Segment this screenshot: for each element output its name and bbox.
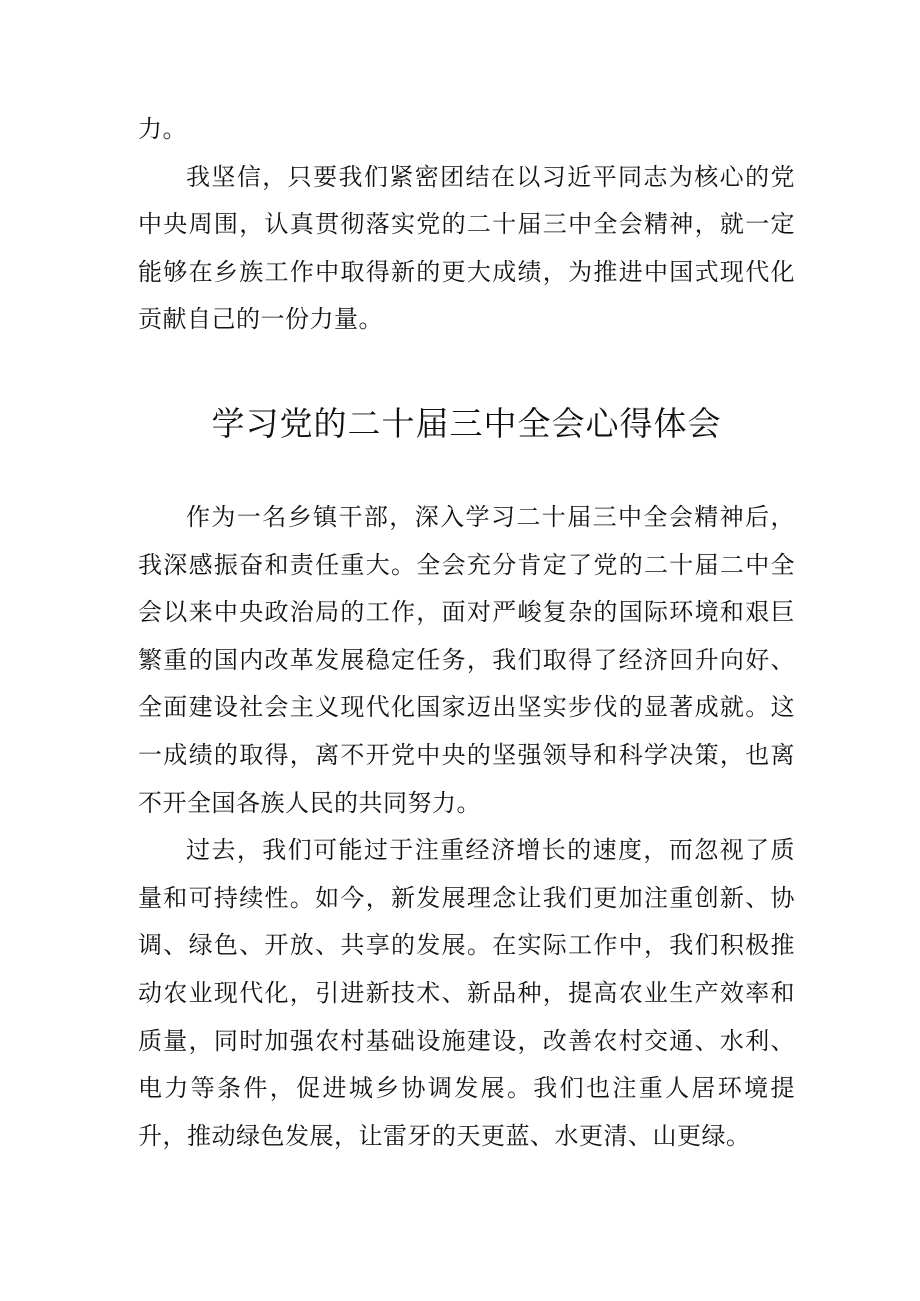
article-body	[138, 494, 795, 1160]
top-fragment: 力。	[138, 115, 187, 143]
article-title: 学习党的二十届三中全会心得体会	[211, 404, 722, 443]
body-paragraph-1: 作为一名乡镇干部，深入学习二十届三中全会精神后，我深感振奋和责任重大。全会充分肯定了党的二十届二中全会以来中央政治局的工作，面对严峻复杂的国际环境和艰巨繁重的国内改革发展稳定任务，我们取得了经济回升向好、全面建设社会主义现代化国家迈出坚实步伐的显著成就。这一成绩的取得，离不开党中央的坚强领导和科学决策，也离不开全国各族人民的共同努力。	[138, 503, 795, 817]
previous-article-ending	[138, 106, 795, 344]
body-paragraph-2: 过去，我们可能过于注重经济增长的速度，而忽视了质量和可持续性。如今，新发展理念让我们更加注重创新、协调、绿色、开放、共享的发展。在实际工作中，我们积极推动农业现代化，引进新技术、新品种，提高农业生产效率和质量，同时加强农村基础设施建设，改善农村交通、水利、电力等条件，促进城乡协调发展。我们也注重人居环境提升，推动绿色发展，让雷牙的天更蓝、水更清、山更绿。	[138, 836, 795, 1150]
closing-paragraph: 我坚信，只要我们紧密团结在以习近平同志为核心的党中央周围，认真贯彻落实党的二十届三中全会精神，就一定能够在乡族工作中取得新的更大成绩，为推进中国式现代化贡献自己的一份力量。	[138, 162, 795, 334]
